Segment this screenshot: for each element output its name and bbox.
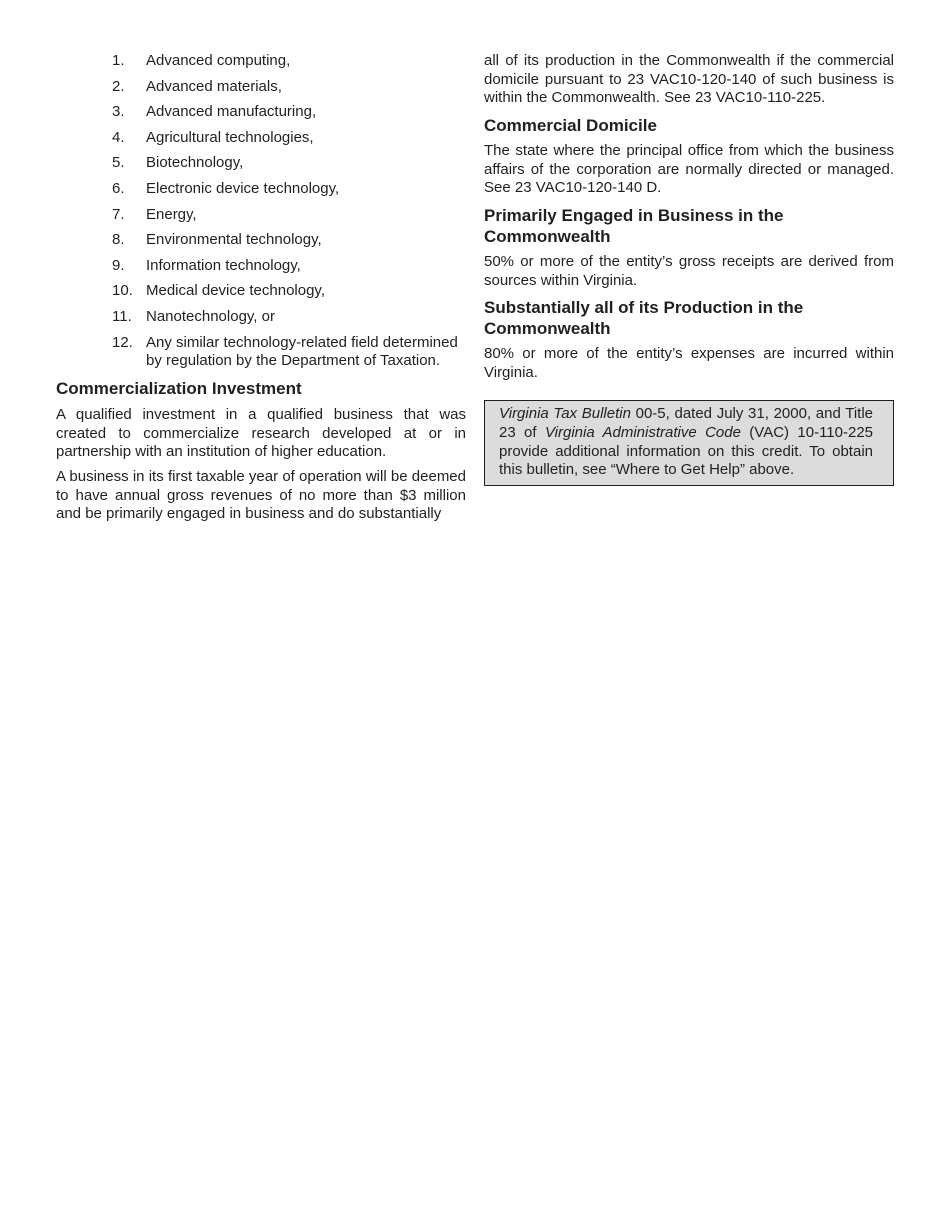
note-text-part-1: 00-5, dated July 31, 2000, and Title 23 of <box>499 405 873 442</box>
list-item-text: Environmental technology, <box>146 231 322 249</box>
list-item-number: 2. <box>112 77 125 95</box>
list-item-text: Any similar technology-related field determined by regulation by the Department of Taxation. <box>146 333 458 370</box>
list-item-number: 4. <box>112 128 125 146</box>
substantially-all-text: 80% or more of the entity’s expenses are incurred within Virginia. <box>484 345 894 381</box>
list-item <box>56 180 466 199</box>
list-item-text: Advanced manufacturing, <box>146 103 317 121</box>
list-item-text: Medical device technology, <box>146 282 325 300</box>
list-item-number: 12. <box>112 333 133 351</box>
commercialization-definition: A qualified investment in a qualified business that was created to commercialize research developed at or in partnership with an institution of higher education. <box>56 406 466 461</box>
list-item-number: 10. <box>112 282 133 300</box>
substantially-all-heading: Substantially all of its Production in the Commonwealth <box>484 298 804 338</box>
primarily-engaged-text: 50% or more of the entity’s gross receipts are derived from sources within Virginia. <box>484 253 894 289</box>
list-item-number: 9. <box>112 256 125 274</box>
list-item <box>56 206 466 225</box>
list-item-text: Information technology, <box>146 256 301 274</box>
primarily-engaged-heading: Primarily Engaged in Business in the Commonwealth <box>484 206 784 246</box>
list-item-number: 11. <box>112 307 132 325</box>
tax-bulletin-title: Virginia Tax Bulletin <box>499 405 631 423</box>
list-item <box>56 52 466 71</box>
administrative-code-title: Virginia Administrative Code <box>544 424 741 442</box>
list-item <box>56 231 466 250</box>
list-item-number: 3. <box>112 103 125 121</box>
list-item <box>56 282 466 301</box>
list-item <box>56 129 466 148</box>
commercialization-investment-heading: Commercialization Investment <box>56 378 302 398</box>
first-year-business-paragraph: A business in its first taxable year of operation will be deemed to have annual gross revenues of no more than $3 million and be primarily engaged in business and do substantially <box>56 468 466 523</box>
list-item-text: Nanotechnology, or <box>146 307 275 325</box>
note-text-part-2: (VAC) 10-110-225 provide additional information on this credit. To obtain this bulletin, see “Where to Get Help” above. <box>499 424 874 479</box>
list-item-text: Electronic device technology, <box>146 179 340 197</box>
commercial-domicile-heading: Commercial Domicile <box>484 115 657 135</box>
technology-fields-list <box>56 52 466 371</box>
list-item-number: 5. <box>112 154 125 172</box>
list-item-text: Advanced materials, <box>146 77 282 95</box>
list-item <box>56 257 466 276</box>
list-item-text: Advanced computing, <box>146 52 291 69</box>
list-item-number: 7. <box>112 205 125 223</box>
right-column <box>484 52 894 486</box>
list-item <box>56 334 466 371</box>
list-item-text: Agricultural technologies, <box>146 128 314 146</box>
list-item-text: Energy, <box>146 205 197 223</box>
list-item-text: Biotechnology, <box>146 154 244 172</box>
list-item <box>56 308 466 327</box>
list-item <box>56 103 466 122</box>
list-item <box>56 78 466 97</box>
list-item-number: 6. <box>112 179 125 197</box>
continuation-paragraph: all of its production in the Commonwealth if the commercial domicile pursuant to 23 VAC10-120-140 of such business is within the Commonwealth. See 23 VAC10-110-225. <box>484 52 894 107</box>
list-item-number: 8. <box>112 231 125 249</box>
left-column <box>56 52 466 530</box>
list-item <box>56 154 466 173</box>
list-item-number: 1. <box>112 52 125 69</box>
commercial-domicile-text: The state where the principal office from which the business affairs of the corporation are normally directed or managed. See 23 VAC10-120-140 D. <box>484 142 894 197</box>
bulletin-note-box <box>484 400 894 485</box>
